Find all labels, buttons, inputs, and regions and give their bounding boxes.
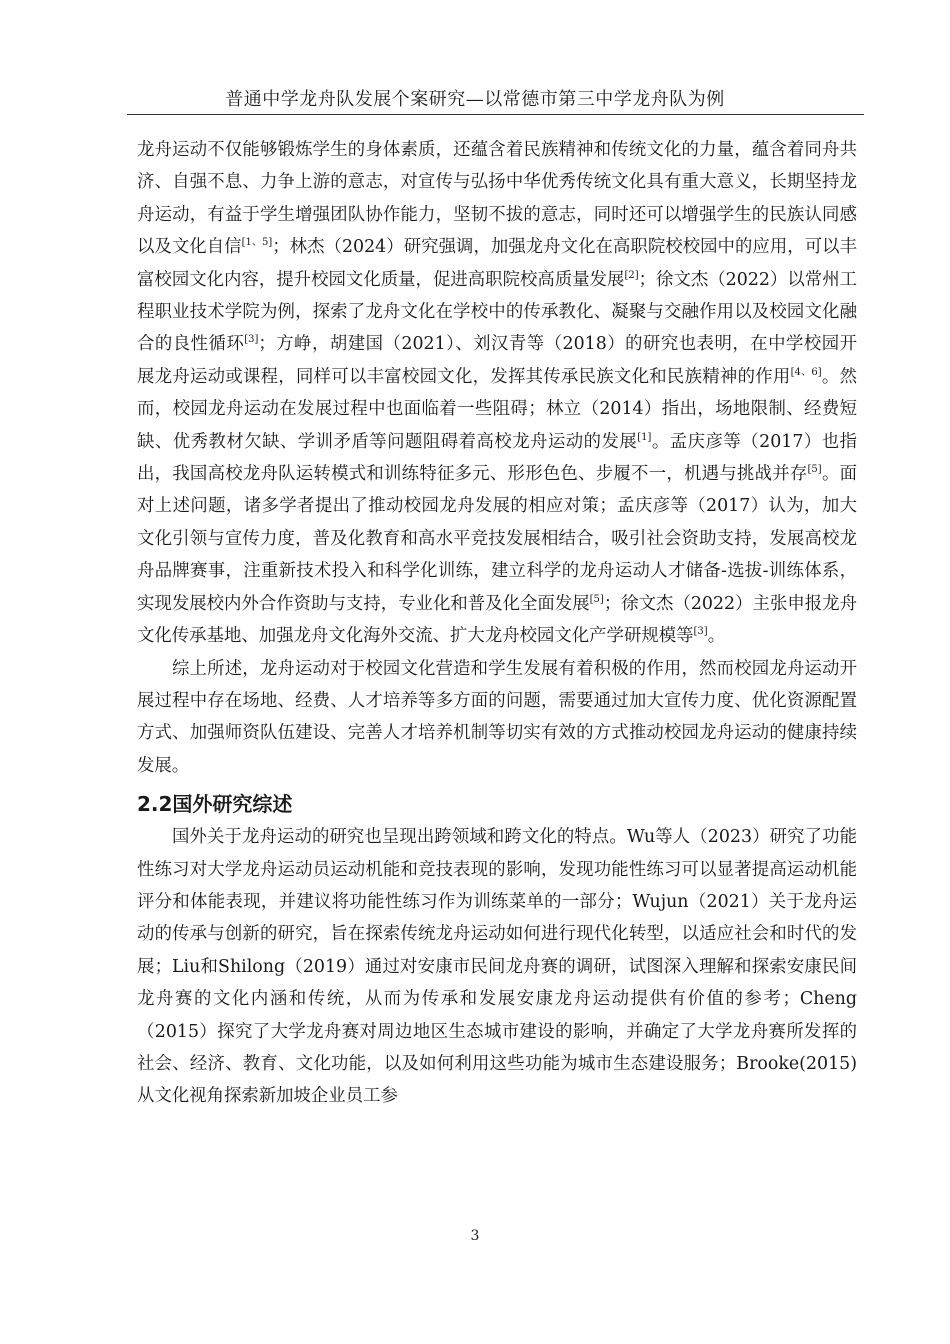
section-heading: 2.2国外研究综述	[137, 792, 293, 817]
citation-marker: [1]	[637, 431, 652, 443]
text-run: ；方峥，胡建国（2021）、刘汉青等（2018）的研究也表明，在中学校园开展龙舟运动或课程，同样可以丰富校园文化，发挥其传承民族文化和民族精神的作用	[137, 334, 857, 387]
citation-marker: [3]	[693, 626, 708, 638]
citation-marker: [3]	[244, 334, 259, 346]
text-run: ；徐文杰（2022）主张申报龙舟文化传承基地、加强龙舟文化海外交流、扩大龙舟校园文化产学研规模等	[137, 593, 857, 647]
citation-marker: [5]	[589, 593, 604, 605]
running-header: 普通中学龙舟队发展个案研究—以常德市第三中学龙舟队为例	[225, 89, 725, 110]
citation-marker: [4、6]	[790, 366, 822, 378]
text-run: ；徐文杰（2022）以常州工程职业技术学院为例，探索了龙舟文化在学校中的传承教化、凝聚与交融作用以及校园文化融合的良性循环	[137, 269, 857, 355]
citation-marker: [1、5]	[241, 237, 273, 249]
text-run: 。孟庆彦等（2017）也指出，我国高校龙舟队运转模式和训练特征多元、形形色色、步履不一，机遇与挑战并存	[137, 431, 857, 485]
paragraph-domestic-review	[137, 134, 857, 653]
text-run: 龙舟运动不仅能够锻炼学生的身体素质，还蕴含着民族精神和传统文化的力量，蕴含着同舟共济、自强不息、力争上游的意志，对宣传与弘扬中华优秀传统文化具有重大意义，长期坚持龙舟运动，有益于学生增强团队协作能力，坚韧不拔的意志，同时还可以增强学生的民族认同感以及文化自信	[137, 140, 857, 258]
paragraph-summary: 综上所述，龙舟运动对于校园文化营造和学生发展有着积极的作用，然而校园龙舟运动开展过程中存在场地、经费、人才培养等多方面的问题，需要通过加大宣传力度、优化资源配置方式、加强师资队伍建设、完善人才培养机制等切实有效的方式推动校园龙舟运动的健康持续发展。	[137, 658, 857, 776]
header-rule	[127, 114, 864, 115]
text-run: 。面对上述问题，诸多学者提出了推动校园龙舟发展的相应对策；孟庆彦等（2017）认为，加大文化引领与宣传力度，普及化教育和高水平竞技发展相结合，吸引社会资助支持，发展高校龙舟品牌赛事，注重新技术投入和科学化训练，建立科学的龙舟运动人才储备-选拔-训练体系，实现发展校内外合作资助与支持，专业化和普及化全面发展	[137, 464, 857, 614]
paragraph-foreign-review: 国外关于龙舟运动的研究也呈现出跨领域和跨文化的特点。Wu等人（2023）研究了功能性练习对大学龙舟运动员运动机能和竞技表现的影响，发现功能性练习可以显著提高运动机能评分和体能表现，并建议将功能性练习作为训练菜单的一部分；Wujun（2021）关于龙舟运动的传承与创新的研究，旨在探索传统龙舟运动如何进行现代化转型，以适应社会和时代的发展；Liu和Shilong（2019）通过对安康市民间龙舟赛的调研，试图深入理解和探索安康民间龙舟赛的文化内涵和传统，从而为传承和发展安康龙舟运动提供有价值的参考；Cheng（2015）探究了大学龙舟赛对周边地区生态城市建设的影响，并确定了大学龙舟赛所发挥的社会、经济、教育、文化功能，以及如何利用这些功能为城市生态建设服务；Brooke(2015)从文化视角探索新加坡企业员工参	[137, 827, 857, 1107]
text-run: 。	[707, 626, 726, 647]
citation-marker: [5]	[807, 464, 822, 476]
page-number: 3	[470, 1228, 480, 1244]
text-run: ；林杰（2024）研究强调，加强龙舟文化在高职院校校园中的应用，可以丰富校园文化内容，提升校园文化质量，促进高职院校高质量发展	[137, 237, 857, 290]
citation-marker: [2]	[624, 269, 639, 281]
page-body	[137, 134, 857, 1113]
text-run: 。然而，校园龙舟运动在发展过程中也面临着一些阻碍；林立（2014）指出，场地限制、经费短缺、优秀教材欠缺、学训矛盾等问题阻碍着高校龙舟运动的发展	[137, 366, 857, 452]
